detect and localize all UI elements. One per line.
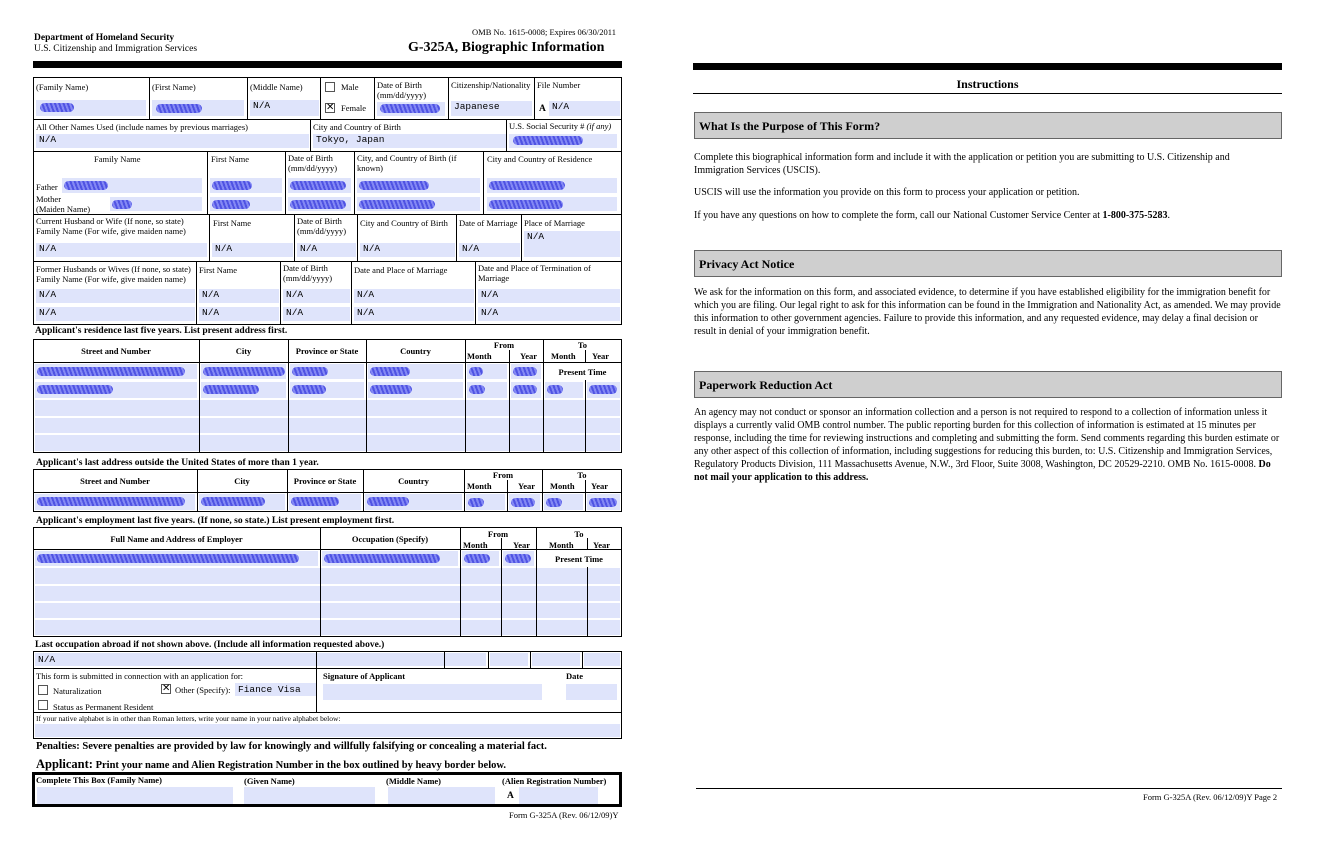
- mother-first-field[interactable]: [210, 197, 282, 211]
- out-country-header: Country: [398, 476, 429, 486]
- former-family-field-1[interactable]: N/A: [36, 289, 195, 303]
- title-rule: [33, 61, 622, 68]
- box-middle-field[interactable]: [388, 787, 495, 804]
- purpose-paragraph-2: USCIS will use the information you provide on this form to process your application or petition.: [694, 187, 1080, 198]
- former-termination-field-1[interactable]: N/A: [478, 289, 620, 303]
- emp-occupation-header: Occupation (Specify): [351, 534, 429, 544]
- abroad-field[interactable]: N/A: [35, 653, 446, 666]
- father-label: Father: [36, 182, 58, 192]
- mother-label: Mother: [36, 194, 62, 204]
- dob-field[interactable]: [377, 102, 445, 116]
- res-row-2-province[interactable]: [290, 382, 364, 398]
- privacy-section-header: Privacy Act Notice: [694, 250, 1282, 277]
- out-to-year-field[interactable]: [587, 494, 620, 510]
- date-label: Date: [566, 671, 583, 681]
- former-termination-field-2[interactable]: N/A: [478, 307, 620, 321]
- birth-city-label: City and Country of Birth: [313, 122, 401, 132]
- res-row-1-from-month[interactable]: [467, 364, 507, 379]
- file-prefix: A: [539, 104, 546, 114]
- res-row-2-to-year[interactable]: [587, 382, 620, 398]
- footer-right: Form G-325A (Rev. 06/12/09)Y Page 2: [1143, 792, 1278, 802]
- instructions-rule: [693, 63, 1282, 70]
- parents-first-label: First Name: [211, 154, 250, 164]
- emp-row-2[interactable]: [35, 568, 620, 584]
- father-first-field[interactable]: [210, 178, 282, 193]
- out-street-header: Street and Number: [80, 476, 150, 486]
- former-family-field-2[interactable]: N/A: [36, 307, 195, 321]
- emp-row-1-present: Present Time: [555, 554, 603, 564]
- former-dob-field-2[interactable]: N/A: [283, 307, 350, 321]
- male-label: Male: [341, 82, 359, 92]
- emp-employer-header: Full Name and Address of Employer: [110, 534, 243, 544]
- abroad-title: Last occupation abroad if not shown above. (Include all information requested above.): [35, 640, 385, 650]
- abroad-to-year[interactable]: [584, 653, 620, 666]
- box-alien-field[interactable]: [519, 787, 598, 804]
- middle-name-field[interactable]: N/A: [250, 100, 319, 116]
- out-city-header: City: [234, 476, 250, 486]
- res-row-2-country[interactable]: [368, 382, 463, 398]
- emp-row-1-employer[interactable]: [35, 551, 318, 566]
- ssn-field[interactable]: [509, 134, 617, 148]
- former-label-2: Family Name (For wife, give maiden name): [36, 274, 186, 284]
- mother-dob-field[interactable]: [288, 197, 351, 211]
- parents-residence-label: City and Country of Residence: [487, 154, 593, 164]
- out-province-field[interactable]: [289, 494, 361, 510]
- first-name-label: (First Name): [152, 82, 196, 92]
- applicant-prompt: Applicant: Print your name and Alien Registration Number in the box outlined by heavy border below.: [36, 757, 506, 771]
- out-to-month-field[interactable]: [544, 494, 583, 510]
- res-row-2-street[interactable]: [35, 382, 197, 398]
- given-name-label: (Given Name): [244, 776, 295, 786]
- employment-title: Applicant's employment last five years. (If none, so state.) List present employment first.: [36, 516, 395, 526]
- res-to-header: To: [577, 340, 588, 350]
- out-to-month: Month: [550, 481, 575, 491]
- emp-to-header: To: [574, 529, 584, 539]
- former-first-field-1[interactable]: N/A: [199, 289, 279, 303]
- res-row-5[interactable]: [35, 435, 620, 451]
- spouse-marriage-place-label: Place of Marriage: [524, 218, 585, 228]
- family-name-label: (Family Name): [36, 82, 89, 92]
- alien-number-label: (Alien Registration Number): [502, 776, 607, 786]
- father-birth-field[interactable]: [357, 178, 480, 193]
- penalties-text: Penalties: Severe penalties are provided by law for knowingly and willfully falsifying or concealing a material fact.: [36, 741, 547, 752]
- res-country-header: Country: [400, 346, 431, 356]
- res-row-2-from-month[interactable]: [467, 382, 507, 398]
- outside-title: Applicant's last address outside the United States of more than 1 year.: [36, 458, 319, 468]
- spouse-marriage-date-field[interactable]: N/A: [459, 243, 520, 257]
- signature-label: Signature of Applicant: [323, 671, 406, 681]
- status-checkbox[interactable]: [38, 700, 48, 710]
- emp-from-header: From: [487, 529, 509, 539]
- male-checkbox[interactable]: [325, 82, 335, 92]
- spouse-dob-label: Date of Birth (mm/dd/yyyy): [297, 216, 347, 236]
- parents-dob-label: Date of Birth (mm/dd/yyyy): [288, 153, 338, 173]
- birth-city-field[interactable]: Tokyo, Japan: [313, 134, 506, 148]
- box-family-field[interactable]: [37, 787, 233, 804]
- out-to-header: To: [577, 470, 587, 480]
- signature-field[interactable]: [323, 684, 542, 700]
- res-row-1-province[interactable]: [290, 364, 364, 379]
- citizenship-label: Citizenship/Nationality: [451, 80, 531, 90]
- family-name-field[interactable]: [36, 100, 146, 116]
- res-row-2-from-year[interactable]: [511, 382, 541, 398]
- parents-birth-label: City, and Country of Birth (if known): [357, 153, 457, 173]
- emp-row-1-from-year[interactable]: [503, 551, 534, 566]
- res-from-year: Year: [520, 351, 537, 361]
- date-field[interactable]: [566, 684, 617, 700]
- res-to-year: Year: [592, 351, 609, 361]
- res-to-month: Month: [551, 351, 576, 361]
- former-dob-label: Date of Birth (mm/dd/yyyy): [283, 263, 333, 283]
- maiden-label: (Maiden Name): [36, 204, 91, 214]
- emp-row-1-occupation[interactable]: [322, 551, 458, 566]
- res-row-2-city[interactable]: [201, 382, 286, 398]
- mother-residence-field[interactable]: [487, 197, 617, 211]
- emp-to-year: Year: [593, 540, 610, 550]
- native-alphabet-field[interactable]: [35, 724, 620, 737]
- former-first-label: First Name: [199, 265, 238, 275]
- former-first-field-2[interactable]: N/A: [199, 307, 279, 321]
- submission-label: This form is submitted in connection with an application for:: [36, 671, 244, 681]
- file-number-field[interactable]: N/A: [549, 101, 620, 116]
- res-province-header: Province or State: [295, 346, 359, 356]
- spouse-first-field[interactable]: N/A: [212, 243, 293, 257]
- former-label-1: Former Husbands or Wives (If none, so state): [36, 264, 191, 274]
- out-to-year: Year: [591, 481, 608, 491]
- abroad-to-month[interactable]: [532, 653, 580, 666]
- spouse-marriage-date-label: Date of Marriage: [459, 218, 518, 228]
- spouse-label-2: Family Name (For wife, give maiden name): [36, 226, 186, 236]
- footer-left: Form G-325A (Rev. 06/12/09)Y: [509, 810, 619, 820]
- mother-family-field[interactable]: [110, 197, 202, 211]
- emp-row-4[interactable]: [35, 603, 620, 618]
- former-marriage-field-2[interactable]: N/A: [354, 307, 474, 321]
- spouse-dob-field[interactable]: N/A: [297, 243, 356, 257]
- alien-prefix: A: [507, 791, 514, 801]
- native-alphabet-label: If your native alphabet is in other than Roman letters, write your name in your native alphabet below:: [36, 714, 341, 723]
- other-checkbox[interactable]: ✕: [162, 683, 171, 694]
- spouse-family-field[interactable]: N/A: [36, 243, 207, 257]
- emp-row-3[interactable]: [35, 586, 620, 601]
- spouse-birth-field[interactable]: N/A: [360, 243, 455, 257]
- ssn-label: U.S. Social Security # (if any): [509, 121, 612, 131]
- dob-label: Date of Birth (mm/dd/yyyy): [377, 80, 427, 100]
- res-row-1-street[interactable]: [35, 364, 197, 379]
- emp-from-month: Month: [463, 540, 488, 550]
- out-province-header: Province or State: [293, 476, 357, 486]
- other-names-label: All Other Names Used (include names by previous marriages): [36, 122, 248, 132]
- spouse-label-1: Current Husband or Wife (If none, so state): [36, 216, 184, 226]
- middle-name-label: (Middle Name): [250, 82, 303, 92]
- naturalization-checkbox[interactable]: [38, 685, 48, 695]
- mother-birth-field[interactable]: [357, 197, 480, 211]
- res-from-month: Month: [467, 351, 492, 361]
- out-street-field[interactable]: [35, 494, 195, 510]
- father-dob-field[interactable]: [288, 178, 351, 193]
- father-family-field[interactable]: [62, 178, 202, 193]
- female-label: Female: [341, 103, 367, 113]
- out-from-year-field[interactable]: [509, 494, 540, 510]
- abroad-from-year[interactable]: [490, 653, 528, 666]
- service-name: U.S. Citizenship and Immigration Services: [34, 44, 198, 54]
- res-from-header: From: [493, 340, 515, 350]
- spouse-first-label: First Name: [213, 218, 252, 228]
- former-marriage-label: Date and Place of Marriage: [354, 265, 448, 275]
- box-given-field[interactable]: [244, 787, 375, 804]
- res-street-header: Street and Number: [81, 346, 151, 356]
- out-from-year: Year: [518, 481, 535, 491]
- former-marriage-field-1[interactable]: N/A: [354, 289, 474, 303]
- out-city-field[interactable]: [199, 494, 285, 510]
- file-number-label: File Number: [537, 80, 581, 90]
- out-country-field[interactable]: [365, 494, 462, 510]
- res-row-1-from-year[interactable]: [511, 364, 541, 379]
- other-names-field[interactable]: N/A: [36, 134, 309, 148]
- complete-box-label: Complete This Box (Family Name): [36, 775, 162, 785]
- res-row-1-present: Present Time: [558, 367, 607, 377]
- female-checkbox[interactable]: ✕: [326, 102, 335, 113]
- other-label: Other (Specify):: [175, 685, 231, 695]
- privacy-paragraph: We ask for the information on this form, and associated evidence, to determine if you have established eligibility for the immigration benefit for which you are filing. Our legal right to ask for this information can be found in the Immigration and Nationality Act, as amended. We may provide this information to other government agencies. Failure to provide this information, and any requested evidence, may delay a final decision or result in denial of your immigration benefit.: [694, 287, 1281, 337]
- spouse-marriage-place-field[interactable]: N/A: [524, 231, 620, 257]
- emp-to-month: Month: [549, 540, 574, 550]
- purpose-paragraph-3: If you have any questions on how to complete the form, call our National Customer Service Center at 1-800-375-5283.: [694, 210, 1171, 221]
- father-residence-field[interactable]: [487, 178, 617, 193]
- parents-family-label: Family Name: [94, 154, 141, 164]
- spouse-birth-label: City and Country of Birth: [360, 218, 448, 228]
- emp-from-year: Year: [513, 540, 530, 550]
- paperwork-paragraph: An agency may not conduct or sponsor an information collection and a person is not required to respond to a collection of information unless it displays a currently valid OMB control number. The public reporting burden for this collection of information is estimated at 15 minutes per response, including the time for reviewing instructions and completing and submitting the form. Send comments regarding this burden estimate or any other aspect of this collection of information, including suggestions for reducing this burden, to: U.S. Citizenship and Immigration Services, Regulatory Products Division, 111 Massachusetts Avenue, N.W., 3rd Floor, Suite 3008, Washington, DC 20529-2210. OMB No. 1615-0008. Do not mail your application to this address.: [694, 407, 1280, 483]
- former-termination-label: Date and Place of Termination of Marriage: [478, 263, 591, 283]
- purpose-paragraph-1: Complete this biographical information form and include it with the application or petition you are submitting to U.S. Citizenship and Immigration Services (USCIS).: [694, 152, 1230, 176]
- status-label: Status as Permanent Resident: [53, 702, 154, 712]
- purpose-section-header: What Is the Purpose of This Form?: [694, 112, 1282, 139]
- abroad-from-month[interactable]: [446, 653, 486, 666]
- omb-number: OMB No. 1615-0008; Expires 06/30/2011: [472, 27, 616, 37]
- instructions-title: Instructions: [956, 77, 1019, 91]
- first-name-field[interactable]: [152, 100, 244, 116]
- naturalization-label: Naturalization: [53, 686, 102, 696]
- citizenship-field[interactable]: Japanese: [451, 101, 532, 116]
- emp-row-1-from-month[interactable]: [462, 551, 499, 566]
- res-city-header: City: [235, 346, 252, 356]
- paperwork-section-header: Paperwork Reduction Act: [694, 371, 1282, 398]
- agency-name: Department of Homeland Security: [34, 33, 175, 43]
- other-specify-field[interactable]: Fiance Visa: [235, 683, 316, 696]
- emp-row-5[interactable]: [35, 620, 620, 635]
- out-from-header: From: [492, 470, 514, 480]
- middle-name-box-label: (Middle Name): [386, 776, 442, 786]
- residence-title: Applicant's residence last five years. List present address first.: [35, 326, 288, 336]
- res-row-3[interactable]: [35, 400, 620, 416]
- res-row-1-country[interactable]: [368, 364, 463, 379]
- res-row-2-to-month[interactable]: [545, 382, 583, 398]
- form-title: G-325A, Biographic Information: [408, 40, 605, 55]
- res-row-4[interactable]: [35, 418, 620, 433]
- out-from-month: Month: [467, 481, 492, 491]
- out-from-month-field[interactable]: [466, 494, 505, 510]
- former-dob-field-1[interactable]: N/A: [283, 289, 350, 303]
- res-row-1-city[interactable]: [201, 364, 286, 379]
